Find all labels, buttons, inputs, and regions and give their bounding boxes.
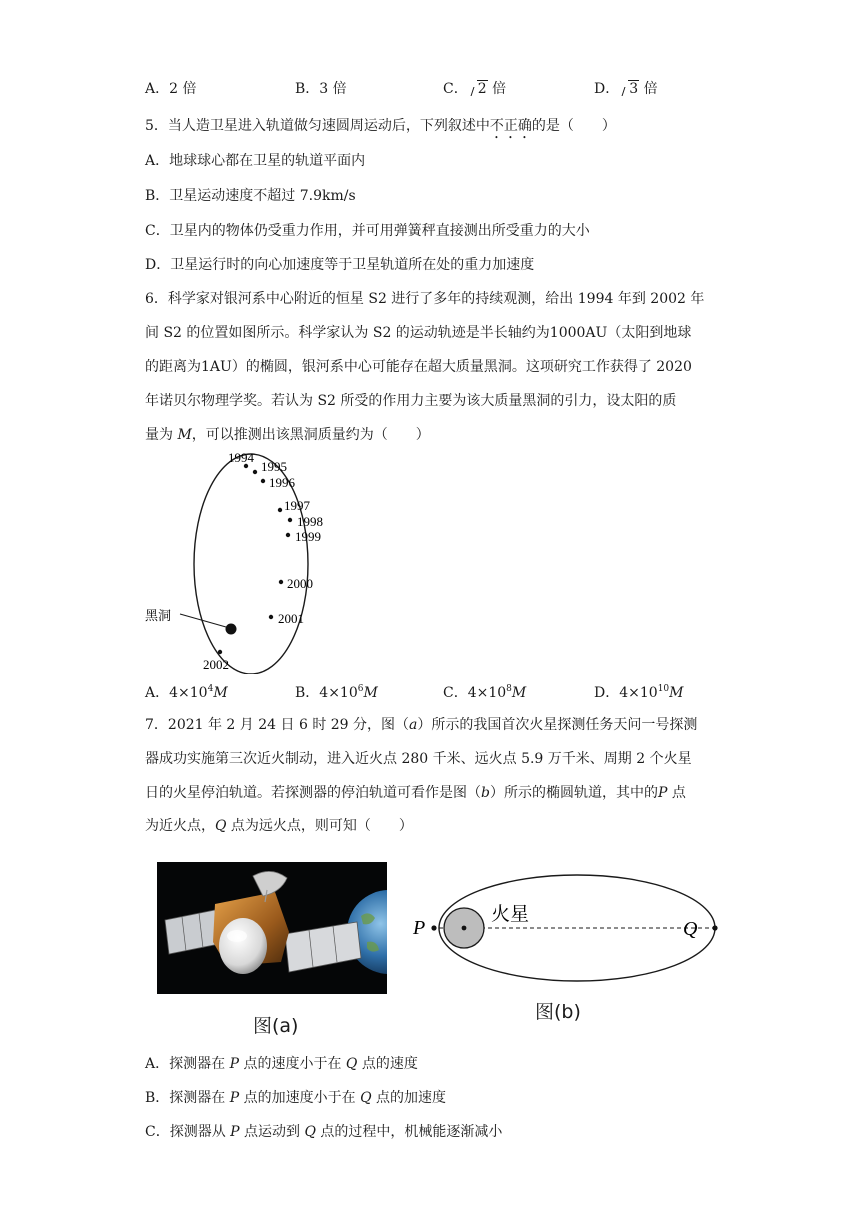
point-q-label: Q: [683, 918, 698, 940]
orbit-point-2000: [279, 580, 283, 584]
q4-option-c: C． 2 倍: [443, 81, 507, 97]
q6-stem-line5: 量为 M，可以推测出该黑洞质量约为（ ）: [145, 427, 430, 443]
year-label-2001: 2001: [278, 611, 304, 626]
entry-capsule: [219, 918, 267, 974]
q6-stem-line3: 的距离为1AU）的椭圆，银河系中心可能存在超大质量黑洞。这项研究工作获得了 2020: [145, 359, 692, 375]
orbit-point-2002: [218, 650, 222, 654]
q7-stem-line2: 器成功实施第三次近火制动，进入近火点 280 千米、远火点 5.9 万千米、周期 2 个火星: [145, 751, 692, 767]
year-label-1995: 1995: [261, 459, 287, 474]
q7-stem-line4: 为近火点，Q 点为远火点，则可知（ ）: [145, 818, 413, 834]
q5-option-d: D．卫星运行时的向心加速度等于卫星轨道所在处的重力加速度: [145, 257, 535, 273]
mars-label: 火星: [491, 903, 530, 925]
q7-stem-line3: 日的火星停泊轨道。若探测器的停泊轨道可看作是图（b）所示的椭圆轨道，其中的P 点: [145, 785, 686, 801]
orbit-point-1998: [288, 518, 292, 522]
fig-a-caption: 图(a): [253, 1015, 299, 1037]
point-p-label: P: [413, 917, 426, 939]
q7-stem-line1: 7．2021 年 2 月 24 日 6 时 29 分，图（a）所示的我国首次火星探测任务天问一号探测: [145, 717, 698, 733]
black-hole-dot: [226, 624, 237, 635]
mars-orbit-figure: [405, 868, 725, 998]
q7-option-a: A．探测器在 P 点的速度小于在 Q 点的速度: [145, 1056, 418, 1072]
q6-stem-line2: 间 S2 的位置如图所示。科学家认为 S2 的运动轨迹是半长轴约为1000AU（太阳到地球: [145, 325, 692, 341]
point-p-dot: [431, 925, 436, 930]
orbit-point-1995: [253, 470, 257, 474]
fig-b-caption: 图(b): [535, 1001, 581, 1023]
q6-option-c: C．$4\times 10^8M$: [443, 684, 527, 701]
probe-photo: [157, 862, 387, 994]
q7-option-c: C．探测器从 P 点运动到 Q 点的过程中，机械能逐渐减小: [145, 1124, 503, 1140]
q4-option-d: D． 3 倍: [594, 81, 658, 97]
point-q-dot: [712, 925, 717, 930]
mars-center-dot: [462, 926, 467, 931]
black-hole-label: 黑洞: [145, 608, 172, 623]
q5-option-c: C．卫星内的物体仍受重力作用，并可用弹簧秤直接测出所受重力的大小: [145, 223, 590, 239]
q6-option-d: D．$4\times 10^{10}M$: [594, 684, 684, 701]
q5-option-b: B．卫星运动速度不超过 7.9km/s: [145, 188, 356, 204]
q6-option-b: B．$4\times 10^6M$: [295, 684, 378, 701]
orbit-point-2001: [269, 615, 273, 619]
q6-stem-line1: 6．科学家对银河系中心附近的恒星 S2 进行了多年的持续观测，给出 1994 年到 2002 年: [145, 291, 705, 307]
year-label-1994: 1994: [228, 450, 254, 465]
year-label-1996: 1996: [269, 475, 295, 490]
q6-option-a: A．$4\times 10^4M$: [145, 684, 228, 701]
q4-option-a: A．2 倍: [145, 81, 197, 97]
orbit-point-1996: [261, 479, 265, 483]
q7-option-b: B．探测器在 P 点的加速度小于在 Q 点的加速度: [145, 1090, 447, 1106]
year-label-1999: 1999: [295, 529, 321, 544]
q6-stem-line4: 年诺贝尔物理学奖。若认为 S2 所受的作用力主要为该大质量黑洞的引力，设太阳的质: [145, 393, 677, 409]
q5-stem: 5．当人造卫星进入轨道做匀速圆周运动后，下列叙述中不正确的是（ ）: [145, 118, 616, 134]
orbit-point-1997: [278, 508, 282, 512]
year-label-1998: 1998: [297, 514, 323, 529]
year-label-2002: 2002: [203, 657, 229, 672]
orbit-point-1999: [286, 533, 290, 537]
q5-option-a: A．地球球心都在卫星的轨道平面内: [145, 153, 366, 169]
s2-orbit-figure: [140, 444, 340, 674]
q4-option-b: B．3 倍: [295, 81, 347, 97]
year-label-1997: 1997: [284, 498, 310, 513]
year-label-2000: 2000: [287, 576, 313, 591]
